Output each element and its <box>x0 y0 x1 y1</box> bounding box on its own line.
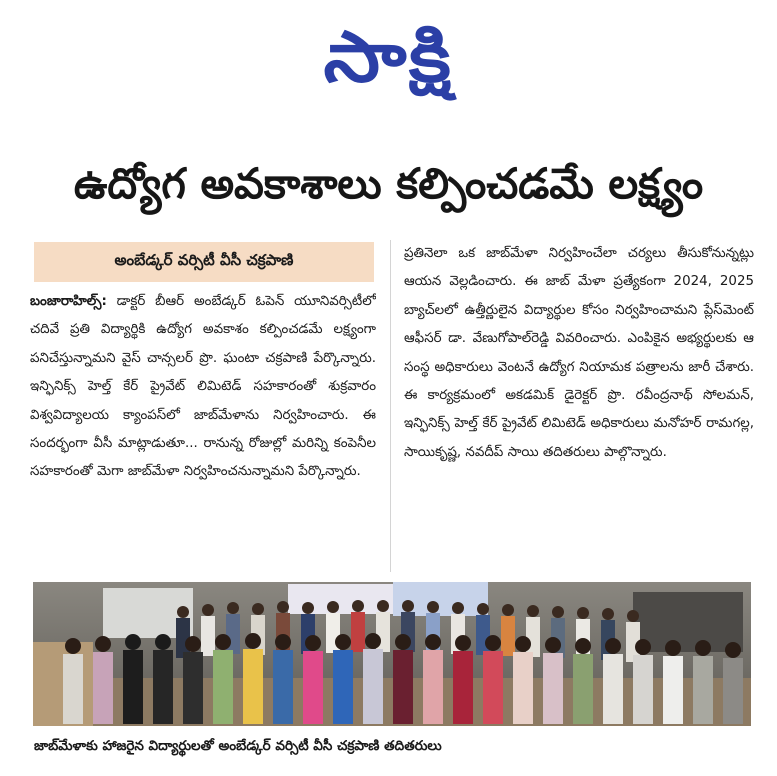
photo-caption: జాబ్‌మేళాకు హాజరైన విద్యార్థులతో అంబేడ్కర్ వర్సిటీ వీసీ చక్రపాణి తదితరులు <box>34 737 442 754</box>
article-headline: ఉద్యోగ అవకాశాలు కల్పించడమే లక్ష్యం <box>73 159 704 208</box>
article-subhead <box>34 242 374 282</box>
column-divider <box>390 240 391 572</box>
left-column-text: డాక్టర్ బీఆర్ అంబేడ్కర్ ఓపెన్ యూనివర్సిటీలో చదివే ప్రతి విద్యార్థికి ఉద్యోగ అవకాశం కల్పించడమే లక్ష్యంగా పనిచేస్తున్నామని వైస్ చాన్సలర్ ప్రొ. ఘంటా చక్రపాణి పేర్కొన్నారు. ఇన్ఫినిక్స్ హెల్త్ కేర్ ప్రైవేట్ లిమిటెడ్ సహకారంతో శుక్రవారం విశ్వవిద్యాలయ క్యాంపస్‌లో జాబ్‌మేళాను నిర్వహించారు. ఈ సందర్భంగా వీసీ మాట్లాడుతూ... రానున్న రోజుల్లో మరిన్ని కంపెనీల సహకారంతో మెగా జాబ్‌మేళా నిర్వహించనున్నామని పేర్కొన్నారు. <box>30 294 376 480</box>
article-left-column <box>30 288 376 570</box>
article-right-column <box>404 240 754 570</box>
article-dateline: బంజారాహిల్స్: <box>30 294 107 309</box>
right-column-text: ప్రతినెలా ఒక జాబ్‌మేళా నిర్వహించేలా చర్యలు తీసుకోనున్నట్లు ఆయన వెల్లడించారు. ఈ జాబ్ మేళా ప్రత్యేకంగా 2024, 2025 బ్యాచ్‌లలో ఉత్తీర్ణులైన విద్యార్థుల కోసం నిర్వహించామని ప్లేస్‌మెంట్ ఆఫీసర్ డా. వేణుగోపాల్‌రెడ్డి వివరించారు. ఎంపికైన అభ్యర్థులకు ఆ సంస్థ అధికారులు వెంటనే ఉద్యోగ నియామక పత్రాలను జారీ చేశారు. ఈ కార్యక్రమంలో అకడమిక్ డైరెక్టర్ ప్రొ. రవీంద్రనాథ్ సోలమన్, ఇన్ఫినిక్స్ హెల్త్ కేర్ ప్రైవేట్ లిమిటెడ్ అధికారులు మనోహర్ రామగల్ల, సాయికృష్ణ, నవదీప్ సాయి తదితరులు పాల్గొన్నారు. <box>404 246 754 460</box>
left-column-paragraph <box>30 288 376 487</box>
group-photo <box>33 582 751 726</box>
masthead-logo <box>0 12 777 102</box>
subhead-text: అంబేడ్కర్ వర్సిటీ వీసీ చక్రపాణి <box>114 251 294 269</box>
group-photo-illustration <box>33 582 751 726</box>
masthead-title: సాక్షి <box>323 16 454 98</box>
